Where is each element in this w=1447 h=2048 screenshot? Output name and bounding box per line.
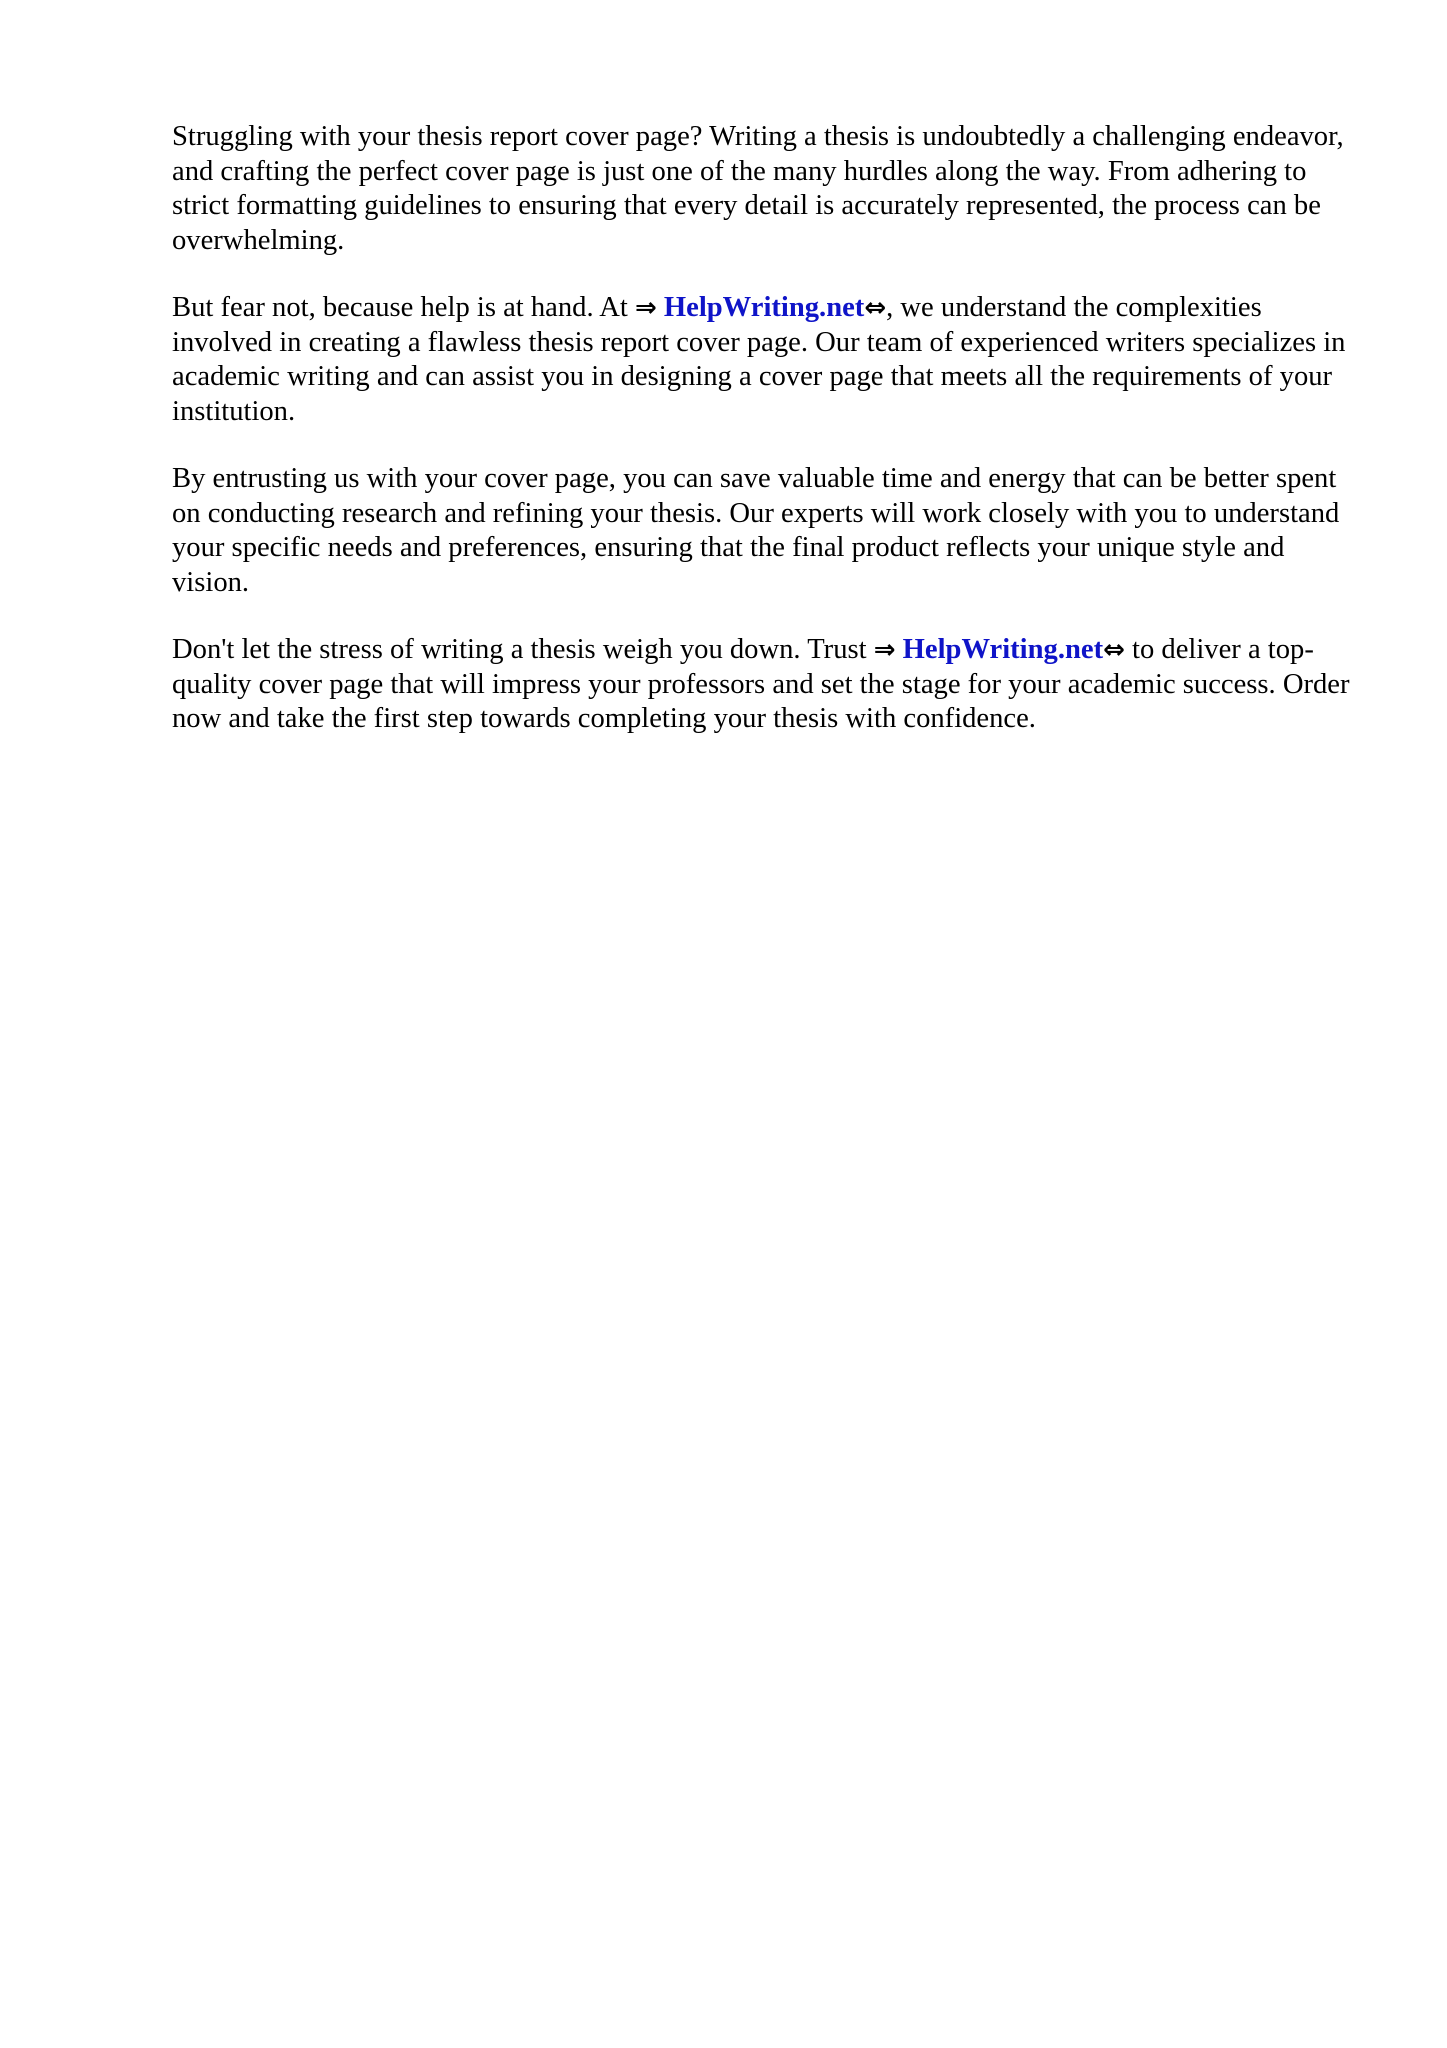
paragraph-cta-after: to deliver a top-quality cover page that will impress your professors and set the stage for your academic success. Order now and take the first step towards completing your thesis with confidence. — [172, 634, 1350, 734]
double-arrow-icon: ⇔ — [864, 293, 887, 323]
double-arrow-icon: ⇔ — [1103, 635, 1125, 665]
document-body — [172, 120, 1362, 770]
right-arrow-icon: ⇒ — [873, 635, 896, 665]
paragraph-cta-before: Don't let the stress of writing a thesis weigh you down. Trust — [172, 634, 874, 665]
paragraph-help-after: , we understand the complexities involved in creating a flawless thesis report cover page. Our team of experienced writers specializes in academic writing and can assist you in designing a cover page that meets all the requirements of your institution. — [172, 292, 1346, 427]
paragraph-help-before: But fear not, because help is at hand. At — [172, 292, 635, 323]
paragraph-cta — [172, 633, 1362, 737]
paragraph-help — [172, 291, 1362, 429]
helpwriting-link[interactable]: HelpWriting.net — [663, 292, 865, 323]
paragraph-benefits-text: By entrusting us with your cover page, you can save valuable time and energy that can be better spent on conducting research and refining your thesis. Our experts will work closely with you to understand your specific needs and preferences, ensuring that the final product reflects your unique style and vision. — [172, 463, 1340, 598]
right-arrow-icon: ⇒ — [634, 293, 657, 323]
paragraph-intro — [172, 120, 1362, 258]
paragraph-benefits — [172, 462, 1362, 600]
paragraph-intro-text: Struggling with your thesis report cover page? Writing a thesis is undoubtedly a challenging endeavor, and crafting the perfect cover page is just one of the many hurdles along the way. From adhering to strict formatting guidelines to ensuring that every detail is accurately represented, the process can be overwhelming. — [172, 121, 1344, 256]
helpwriting-link[interactable]: HelpWriting.net — [902, 634, 1104, 665]
